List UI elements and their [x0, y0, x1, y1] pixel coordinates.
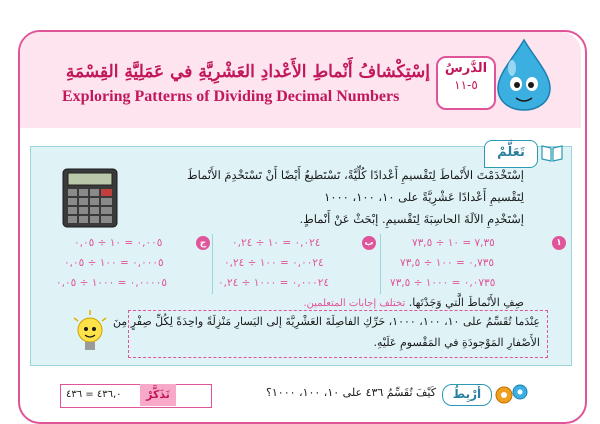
page-title-english: Exploring Patterns of Dividing Decimal Numbers — [62, 88, 400, 105]
intro-line-2: لِتَقْسيمِ أَعْدادًا عَشْرِيَّةً على ١٠، ١٠٠، ١٠٠٠ — [324, 190, 524, 204]
calculator-icon — [62, 168, 118, 228]
describe-patterns — [303, 296, 524, 309]
equation-a-2: ٠,٧٣٥ = ١٠٠ ÷ ٧٣,٥ — [400, 257, 495, 269]
lesson-number: ٥-١١ — [454, 78, 478, 92]
bullet-c: ج — [196, 236, 210, 250]
light-bulb-icon — [70, 310, 110, 356]
page-title-arabic: إسْتِكْشافُ أَنْماطِ الأَعْدادِ العَشْرِيَّةِ في عَمَلِيَّةِ القِسْمَةِ — [65, 62, 430, 82]
learn-badge: تَعَلَّمْ — [484, 140, 538, 168]
column-divider — [212, 234, 213, 294]
equation-b-3: ٠,٠٠٠٢٤ = ١٠٠٠ ÷ ٠,٢٤ — [218, 277, 329, 289]
connect-badge: أَرْبِطُ — [442, 384, 492, 406]
intro-line-3: إسْتَخْدِمِ الآلَةَ الحاسِبَةَ لِتَقْسيمِ. إبْحَثْ عَنْ أَنْماطٍ. — [299, 212, 524, 226]
column-divider — [380, 234, 381, 294]
bullet-a: ١ — [552, 236, 566, 250]
rule-line-1: عِنْدَما تُقَسِّمُ على ١٠، ١٠٠، ١٠٠٠، حَرِّكِ الفاصِلَةَ العَشْرِيَّةَ إلى اليَسارِ مَنْزِلَةً واحِدَةً لِكُلِّ صِفْرٍ مِنَ — [112, 315, 540, 328]
describe-answer-note: تختلف إجابات المتعلمين. — [303, 298, 406, 309]
intro-line-1: إسْتَخْدَمْتَ الأَنْماطَ لِتَقْسيمِ أَعْدادًا كُلِّيَّةً، تَسْتَطيعُ أَيْضًا أَنْ تَسْتَخْدِمَ الأَنْماطَ — [187, 168, 524, 182]
bullet-b: ب — [362, 236, 376, 250]
open-book-icon — [540, 143, 564, 163]
remember-value: ٤٣٦,٠ = ٤٣٦ — [66, 389, 122, 400]
equation-b-2: ٠,٠٠٢٤ = ١٠٠ ÷ ٠,٢٤ — [224, 257, 324, 269]
gears-icon — [492, 382, 532, 406]
equation-a-3: ٠,٠٧٣٥ = ١٠٠٠ ÷ ٧٣,٥ — [390, 277, 496, 289]
lesson-label: الدَّرسُ — [444, 61, 488, 76]
remember-label: تَذَكَّرْ — [140, 384, 176, 406]
water-drop-mascot-icon — [492, 38, 556, 112]
lesson-number-badge — [436, 56, 496, 110]
equation-c-3: ٠,٠٠٠٠٥ = ١٠٠٠ ÷ ٠,٠٥ — [56, 277, 167, 289]
describe-prompt: صِفِ الأَنْماطَ الَّتي وَجَدْتَها. — [408, 296, 524, 309]
equation-a-1: ٧,٣٥ = ١٠ ÷ ٧٣,٥ — [412, 237, 495, 249]
rule-line-2: الأَصْفارِ المَوْجودَةِ في المَقْسومِ عَلَيْهِ. — [373, 336, 540, 349]
equation-c-2: ٠,٠٠٠٥ = ١٠٠ ÷ ٠,٠٥ — [64, 257, 164, 269]
equation-c-1: ٠,٠٠٥ = ١٠ ÷ ٠,٠٥ — [74, 237, 163, 249]
equation-b-1: ٠,٠٢٤ = ١٠ ÷ ٠,٢٤ — [232, 237, 321, 249]
connect-question: كَيْفَ تُقَسِّمُ ٤٣٦ على ١٠، ١٠٠، ١٠٠٠؟ — [266, 386, 436, 399]
